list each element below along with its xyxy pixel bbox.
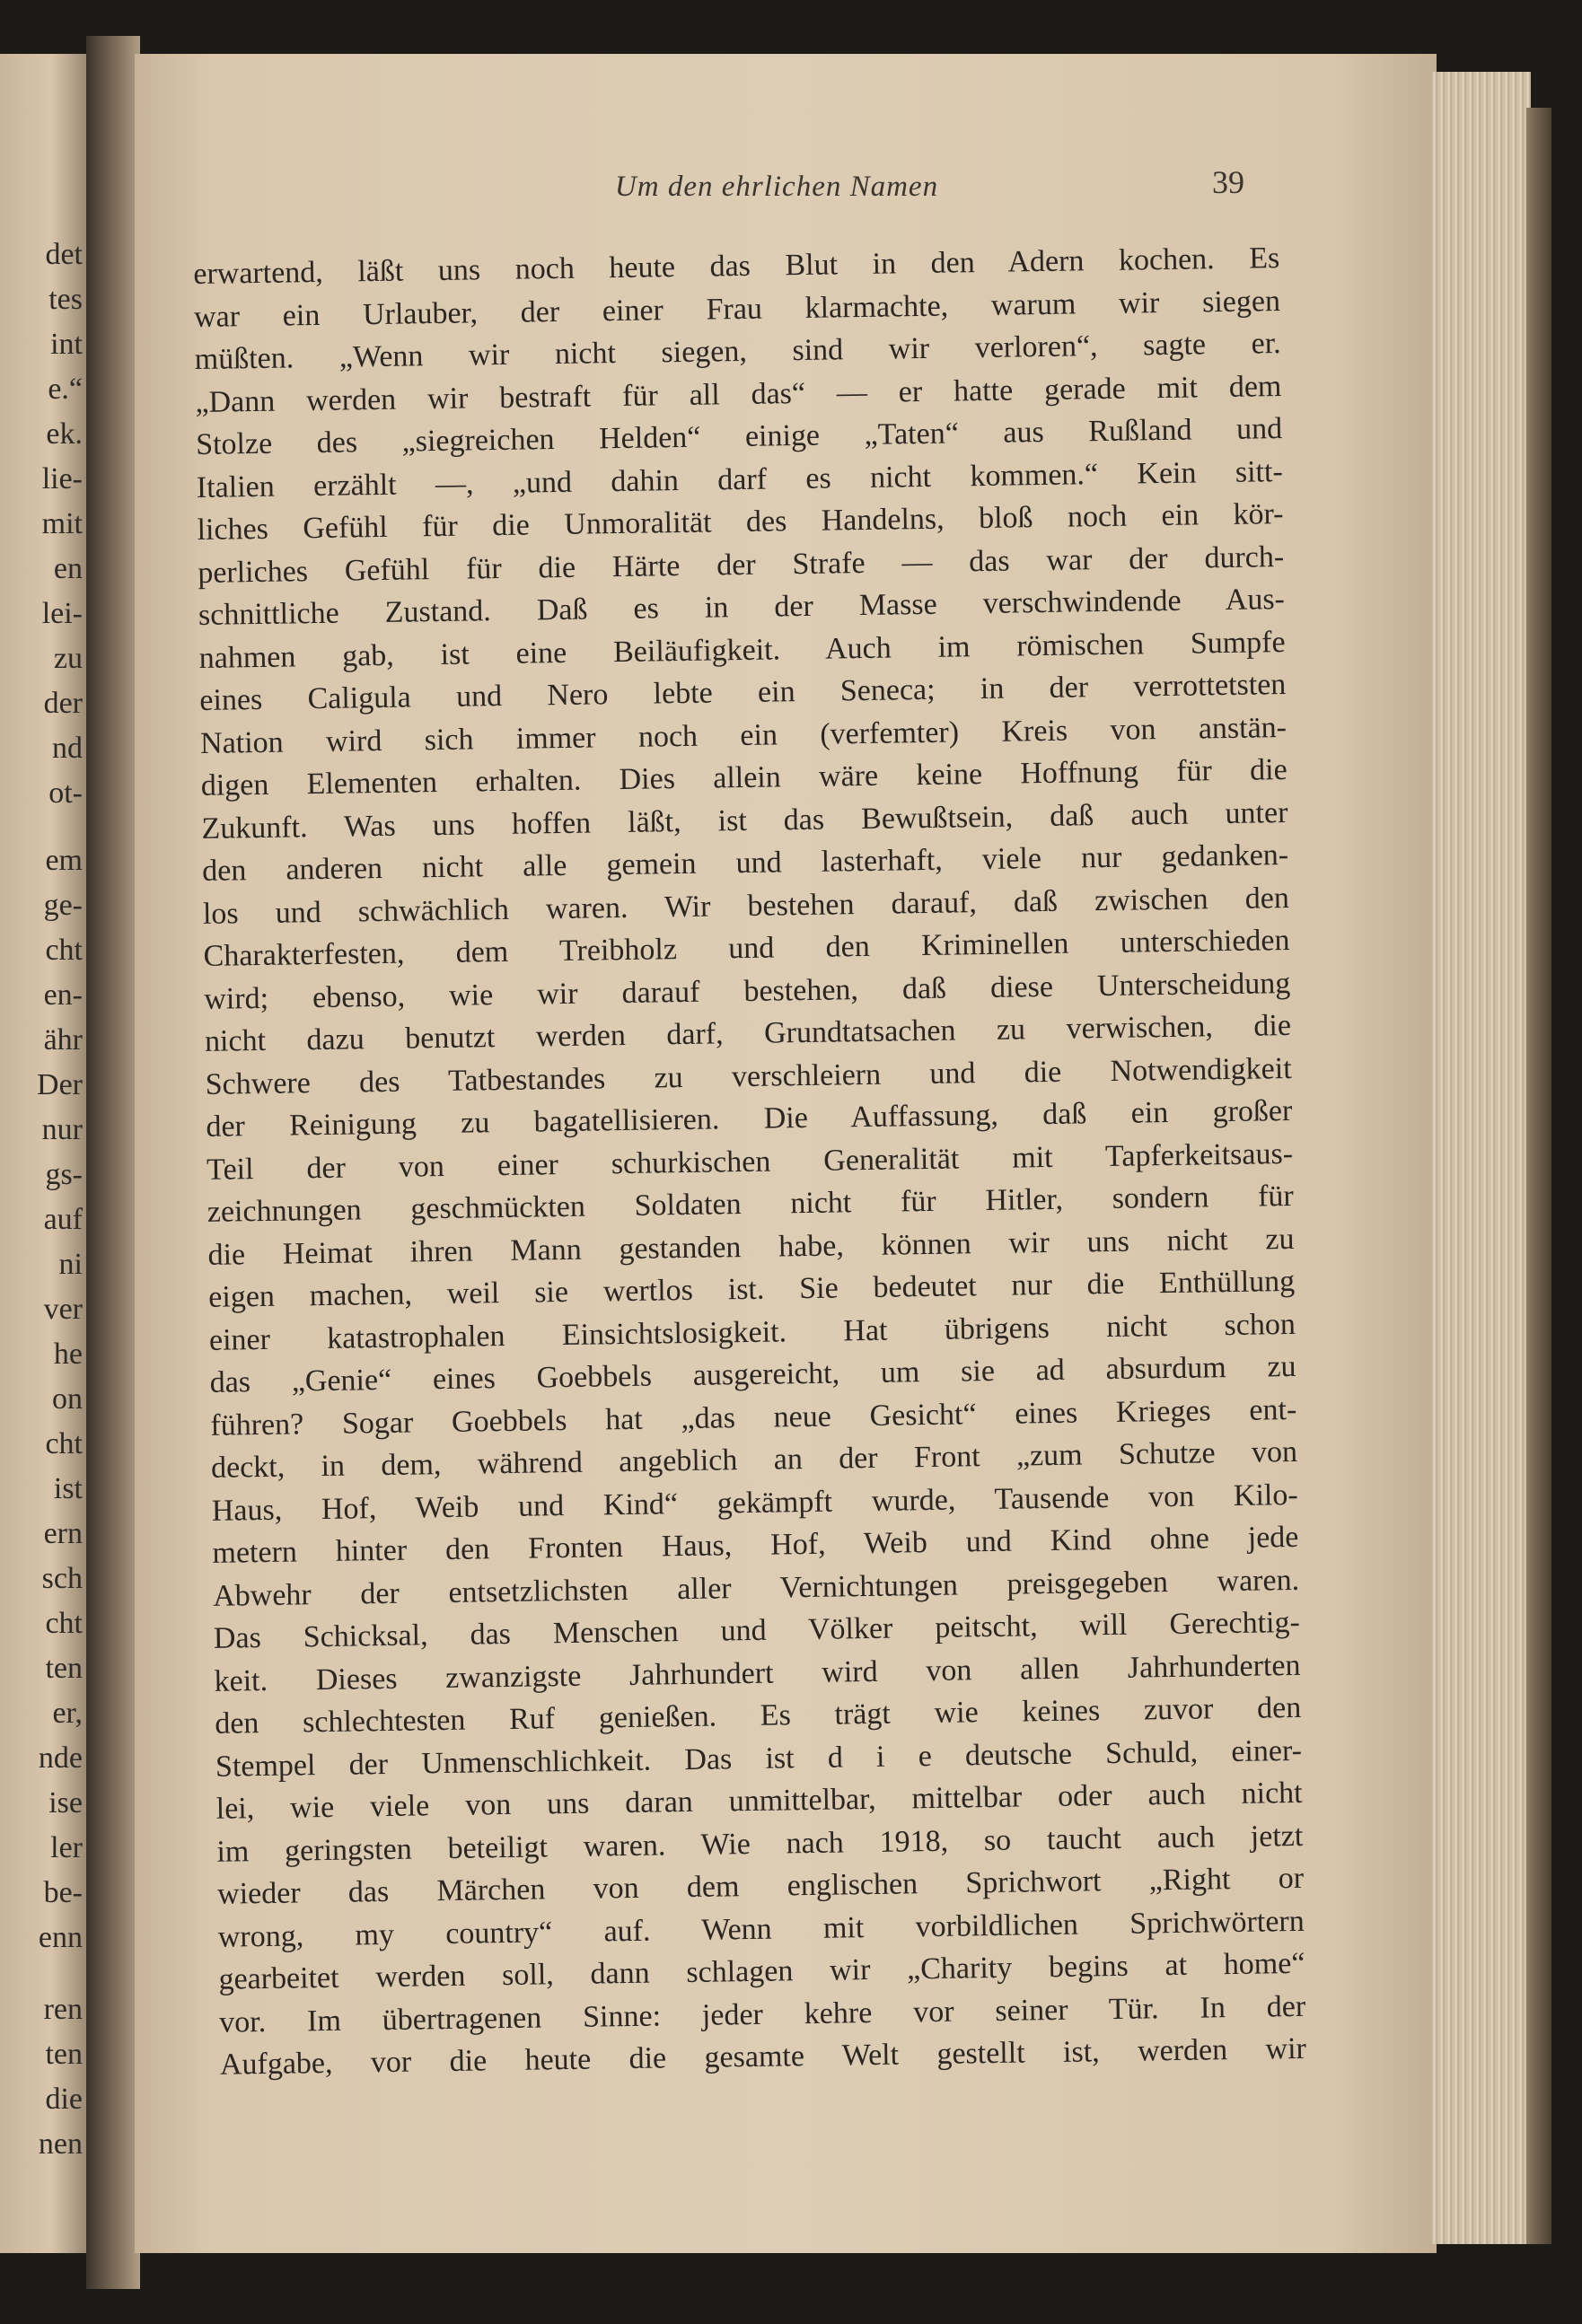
text-line: Teil der von einer schurkischen Generalität mit Tapferkeitsaus- bbox=[206, 1136, 1294, 1187]
book-cover-edge bbox=[1526, 108, 1551, 2244]
left-margin-fragment: zu bbox=[53, 642, 83, 675]
text-line: wieder das Märchen von dem englischen Sprichwort „Right or bbox=[216, 1861, 1305, 1911]
left-margin-fragment: ist bbox=[53, 1472, 83, 1505]
left-margin-fragment: ten bbox=[45, 1652, 83, 1685]
left-margin-fragment: ern bbox=[43, 1517, 83, 1550]
text-line: perliches Gefühl für die Härte der Strafe — das war der durch- bbox=[198, 539, 1285, 590]
left-margin-fragment: det bbox=[45, 238, 83, 271]
running-header: Um den ehrlichen Namen bbox=[614, 171, 939, 203]
left-margin-fragment: der bbox=[43, 687, 83, 720]
text-line: einer katastrophalen Einsichtslosigkeit. Hat übrigens nicht schon bbox=[208, 1307, 1296, 1357]
text-line: müßten. „Wenn wir nicht siegen, sind wir verloren“, sagte er. bbox=[194, 327, 1281, 376]
text-line: zeichnungen geschmückten Soldaten nicht für Hitler, sondern für bbox=[207, 1179, 1294, 1229]
text-line: metern hinter den Fronten Haus, Hof, Weib und Kind ohne jede bbox=[212, 1520, 1299, 1570]
text-line: Italien erzählt —, „und dahin darf es nicht kommen.“ Kein sitt- bbox=[196, 454, 1284, 504]
left-margin-fragment: cht bbox=[45, 1607, 83, 1640]
left-margin-fragment: ten bbox=[45, 2038, 83, 2071]
text-line: Schwere des Tatbestandes zu verschleiern und die Notwendigkeit bbox=[205, 1051, 1292, 1101]
left-margin-fragment: die bbox=[45, 2083, 83, 2116]
book-gutter bbox=[86, 36, 140, 2289]
text-line: wird; ebenso, wie wir darauf bestehen, daß diese Unterscheidung bbox=[204, 966, 1291, 1016]
left-margin-fragment: ise bbox=[48, 1786, 83, 1820]
text-line: nicht dazu benutzt werden darf, Grundtatsachen zu verwischen, die bbox=[204, 1008, 1292, 1058]
text-line: schnittliche Zustand. Daß es in der Masse verschwindende Aus- bbox=[198, 583, 1286, 632]
text-line: lei, wie viele von uns daran unmittelbar, mittelbar oder auch nicht bbox=[215, 1776, 1303, 1826]
text-line: keit. Dieses zwanzigste Jahrhundert wird von allen Jahrhunderten bbox=[214, 1648, 1301, 1698]
text-line: eigen machen, weil sie wertlos ist. Sie bedeutet nur die Enthüllung bbox=[207, 1264, 1296, 1314]
text-line: Nation wird sich immer noch ein (verfemter) Kreis von anstän- bbox=[199, 710, 1288, 760]
left-margin-fragment: mit bbox=[41, 507, 83, 540]
text-line: digen Elementen erhalten. Dies allein wäre keine Hoffnung für die bbox=[200, 752, 1288, 802]
left-margin-fragment: enn bbox=[38, 1921, 83, 1954]
text-line: nahmen gab, ist eine Beiläufigkeit. Auch im römischen Sumpfe bbox=[198, 625, 1286, 675]
left-margin-fragment: cht bbox=[45, 934, 83, 967]
left-margin-fragment: er, bbox=[52, 1697, 83, 1730]
text-line: Stolze des „siegreichen Helden“ einige „Taten“ aus Rußland und bbox=[195, 412, 1283, 461]
text-line: den anderen nicht alle gemein und lasterhaft, viele nur gedanken- bbox=[201, 838, 1289, 888]
text-line: das „Genie“ eines Goebbels ausgereicht, um sie ad absurdum zu bbox=[209, 1349, 1296, 1399]
text-line: eines Caligula und Nero lebte ein Seneca; in der verrottetsten bbox=[199, 667, 1287, 717]
left-margin-fragment: e.“ bbox=[48, 373, 83, 406]
page-number: 39 bbox=[1212, 164, 1244, 200]
text-line: „Dann werden wir bestraft für all das“ — er hatte gerade mit dem bbox=[195, 369, 1282, 419]
left-margin-fragment: nen bbox=[38, 2127, 83, 2161]
left-margin-fragment: nd bbox=[52, 732, 83, 765]
left-margin-fragment: lie- bbox=[41, 462, 83, 495]
text-line: deckt, in dem, während angeblich an der Front „zum Schutze von bbox=[210, 1434, 1298, 1485]
text-line: den schlechtesten Ruf genießen. Es trägt wie keines zuvor den bbox=[215, 1690, 1302, 1741]
left-margin-fragment: ni bbox=[58, 1248, 83, 1281]
left-margin-fragment: nur bbox=[41, 1113, 83, 1146]
text-line: war ein Urlauber, der einer Frau klarmachte, warum wir siegen bbox=[193, 284, 1281, 334]
text-line: der Reinigung zu bagatellisieren. Die Auffassung, daß ein großer bbox=[206, 1093, 1293, 1144]
text-line: erwartend, läßt uns noch heute das Blut in den Adern kochen. Es bbox=[193, 241, 1280, 291]
left-margin-fragment: Der bbox=[37, 1068, 83, 1101]
text-line: los und schwächlich waren. Wir bestehen darauf, daß zwischen den bbox=[202, 881, 1290, 931]
left-margin-fragment: en bbox=[53, 552, 83, 585]
left-margin-fragment: en- bbox=[43, 978, 83, 1012]
left-page-fragment bbox=[0, 54, 86, 2253]
text-line: liches Gefühl für die Unmoralität des Handelns, bloß noch ein kör- bbox=[197, 497, 1284, 547]
left-margin-fragment: ren bbox=[43, 1993, 83, 2026]
left-margin-fragment: em bbox=[45, 844, 83, 877]
body-text bbox=[193, 237, 1306, 2086]
text-line: im geringsten beteiligt waren. Wie nach 1918, so taucht auch jetzt bbox=[216, 1819, 1304, 1869]
left-margin-fragment: sch bbox=[41, 1562, 83, 1595]
left-margin-fragment: nde bbox=[38, 1741, 83, 1775]
left-margin-fragment: ähr bbox=[43, 1023, 83, 1057]
left-margin-fragment: on bbox=[52, 1382, 83, 1416]
text-line: Das Schicksal, das Menschen und Völker peitscht, will Gerechtig- bbox=[213, 1605, 1301, 1655]
left-margin-fragment: gs- bbox=[45, 1158, 83, 1191]
left-margin-fragment: lei- bbox=[41, 597, 83, 630]
left-margin-fragment: be- bbox=[43, 1876, 83, 1909]
left-margin-fragment: ge- bbox=[43, 889, 83, 922]
text-line: gearbeitet werden soll, dann schlagen wir „Charity begins at home“ bbox=[218, 1946, 1305, 1996]
text-line: Haus, Hof, Weib und Kind“ gekämpft wurde, Tausende von Kilo- bbox=[211, 1478, 1298, 1528]
left-margin-fragment: ler bbox=[50, 1831, 83, 1864]
text-line: Charakterfesten, dem Treibholz und den Kriminellen unterschieden bbox=[203, 923, 1290, 973]
left-margin-fragment: int bbox=[50, 328, 83, 361]
page-edges bbox=[1432, 72, 1531, 2244]
left-margin-fragment: ver bbox=[43, 1293, 83, 1326]
text-line: die Heimat ihren Mann gestanden habe, können wir uns nicht zu bbox=[207, 1222, 1295, 1272]
left-margin-fragment: cht bbox=[45, 1427, 83, 1460]
left-margin-fragment: tes bbox=[48, 283, 83, 316]
text-line: Abwehr der entsetzlichsten aller Vernichtungen preisgegeben waren. bbox=[212, 1563, 1300, 1613]
text-line: vor. Im übertragenen Sinne: jeder kehre vor seiner Tür. In der bbox=[218, 1989, 1306, 2039]
text-line: führen? Sogar Goebbels hat „das neue Gesicht“ eines Krieges ent- bbox=[210, 1392, 1297, 1443]
text-line: Zukunft. Was uns hoffen läßt, ist das Bewußtsein, daß auch unter bbox=[201, 795, 1288, 846]
left-margin-fragment: ot- bbox=[48, 776, 83, 810]
text-line: Stempel der Unmenschlichkeit. Das ist d i e deutsche Schuld, einer- bbox=[215, 1733, 1303, 1784]
left-margin-fragment: ek. bbox=[46, 417, 83, 451]
text-line: Aufgabe, vor die heute die gesamte Welt gestellt ist, werden wir bbox=[219, 2031, 1307, 2082]
left-margin-fragment: auf bbox=[43, 1203, 83, 1236]
left-margin-fragment: he bbox=[53, 1337, 83, 1371]
text-line: wrong, my country“ auf. Wenn mit vorbildlichen Sprichwörtern bbox=[217, 1904, 1305, 1954]
